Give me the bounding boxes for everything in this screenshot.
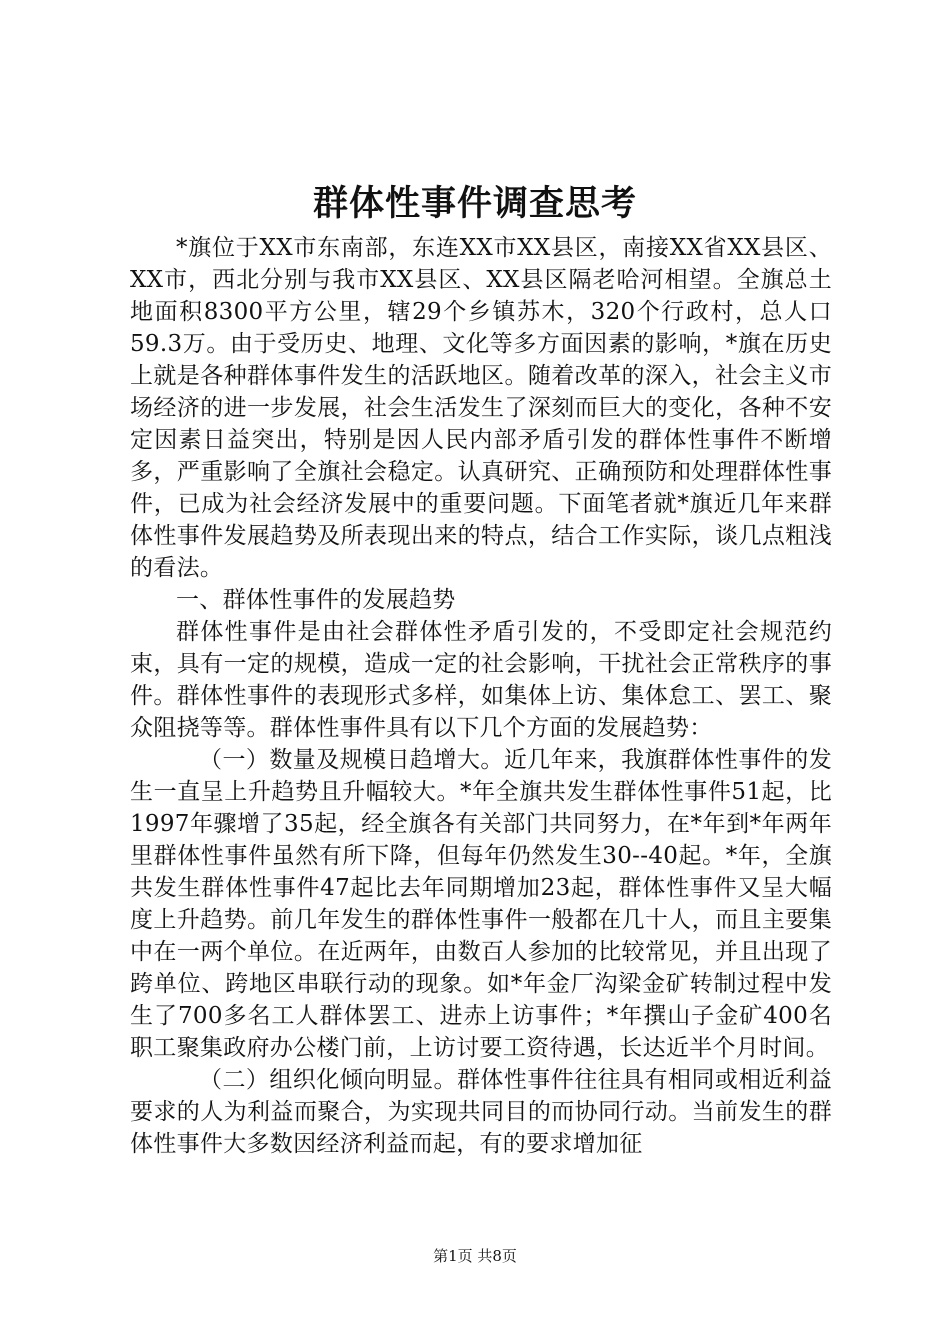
paragraph-definition: 群体性事件是由社会群体性矛盾引发的，不受即定社会规范约束，具有一定的规模，造成一定的社会影响，干扰社会正常秩序的事件。群体性事件的表现形式多样，如集体上访、集体怠工、罢工、聚众阻挠等等。群体性事件具有以下几个方面的发展趋势： [130,619,832,741]
document-title: 群体性事件调查思考 [312,183,637,224]
section-heading-trends: 一、群体性事件的发展趋势 [176,587,456,613]
paragraph-intro: *旗位于XX市东南部，东连XX市XX县区，南接XX省XX县区、XX市，西北分别与我市XX县区、XX县区隔老哈河相望。全旗总土地面积8300平方公里，辖29个乡镇苏木，320个行政村，总人口59.3万。由于受历史、地理、文化等多方面因素的影响，*旗在历史上就是各种群体事件发生的活跃地区。随着改革的深入，社会主义市场经济的进一步发展，社会生活发生了深刻而巨大的变化，各种不安定因素日益突出，特别是因人民内部矛盾引发的群体性事件不断增多，严重影响了全旗社会稳定。认真研究、正确预防和处理群体性事件，已成为社会经济发展中的重要问题。下面笔者就*旗近几年来群体性事件发展趋势及所表现出来的特点，结合工作实际，谈几点粗浅的看法。 [130,235,832,581]
page-number: 第1页 共8页 [433,1247,517,1265]
document-body [130,232,832,1160]
paragraph-point-1: （一）数量及规模日趋增大。近几年来，我旗群体性事件的发生一直呈上升趋势且升幅较大。*年全旗共发生群体性事件51起，比1997年骤增了35起，经全旗各有关部门共同努力，在*年到*年两年里群体性事件虽然有所下降，但每年仍然发生30--40起。*年，全旗共发生群体性事件47起比去年同期增加23起，群体性事件又呈大幅度上升趋势。前几年发生的群体性事件一般都在几十人，而且主要集中在一两个单位。在近两年，由数百人参加的比较常见，并且出现了跨单位、跨地区串联行动的现象。如*年金厂沟梁金矿转制过程中发生了700多名工人群体罢工、进赤上访事件；*年撰山子金矿400名职工聚集政府办公楼门前，上访讨要工资待遇，长达近半个月时间。 [130,747,832,1061]
paragraph-point-2: （二）组织化倾向明显。群体性事件往往具有相同或相近利益要求的人为利益而聚合，为实现共同目的而协同行动。当前发生的群体性事件大多数因经济利益而起，有的要求增加征 [130,1067,832,1157]
